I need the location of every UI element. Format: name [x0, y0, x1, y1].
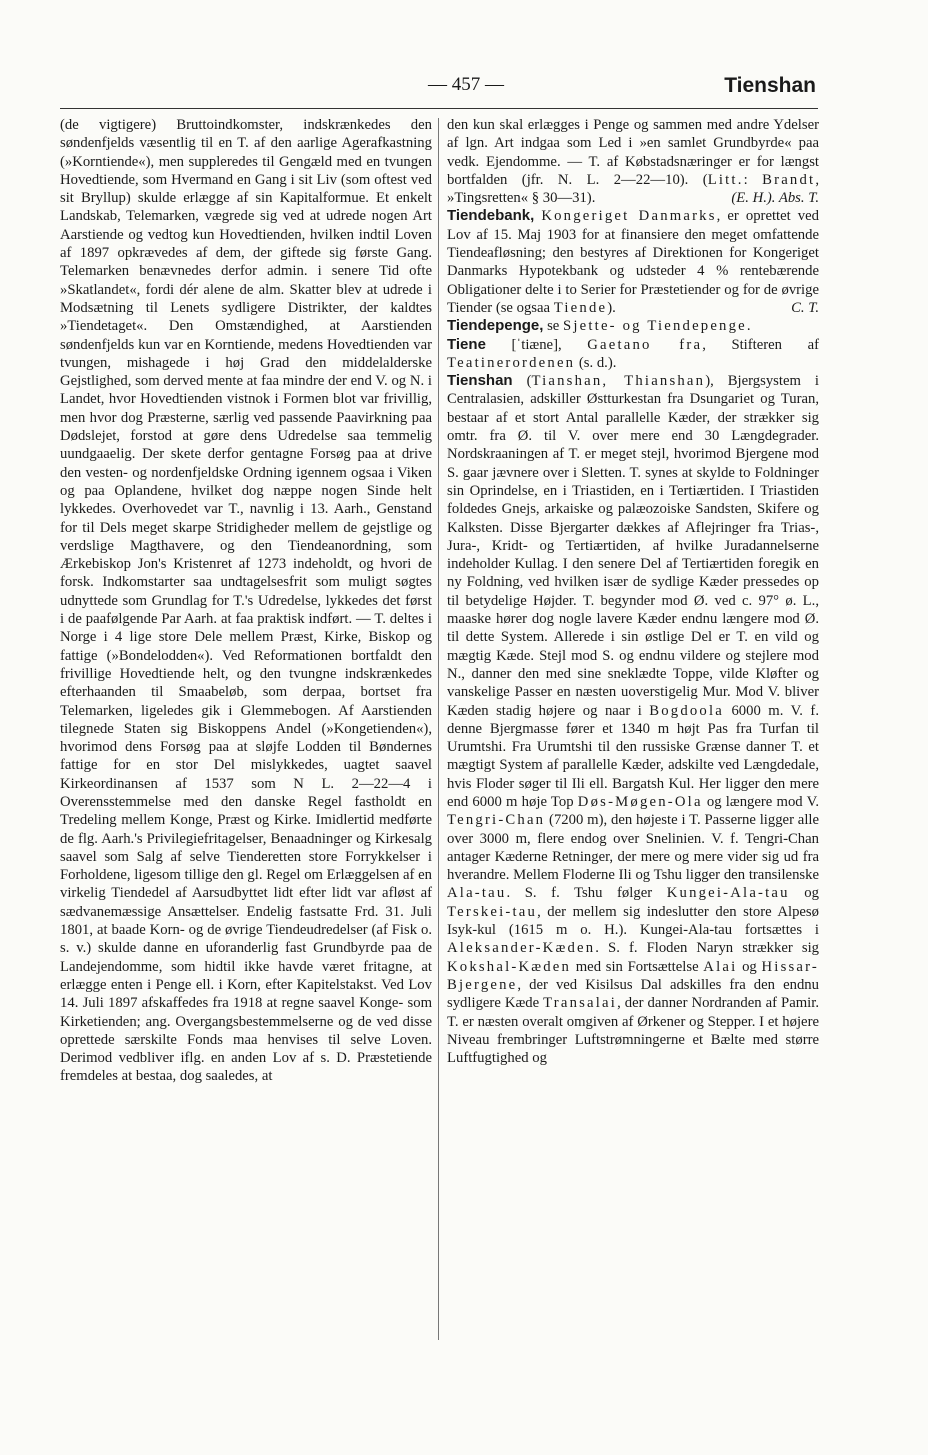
headword-tiendebank: Tiendebank,	[447, 207, 535, 225]
left-column-text: (de vigtigere) Bruttoindkomster, indskrænkedes den søndenfjelds væsentlig til en T. af den aarlige Agerafkastning (»Korntiende«), men suppleredes til Gengæld med en tvungen Hovedtiende, som Hvermand en Gang i sit Liv (som oftest ved sit Bryllup) skulde erlægge af sin Kapitalformue. Et enkelt Landskab, Telemarken, vægrede sig ved at udrede nogen Art Aarstiende og vedtog kun Hovedtienden, hvilken indtil Loven af 1897 opkrævedes af dem, der giftede sig første Gang. Telemarken benævnedes derfor admin. i senere Tid ofte »Skatlandet«, fordi dér alene de alm. Skatter blev at udrede i Modsætning til Lenets sydligere Distrikter, der kaldtes »Tiendetaget«. Den Omstændighed, at Aarstienden søndenfjelds kun var en Korntiende, medens Hovedtienden var tvungen, mishagede i høj Grad den middelalderske Gejstlighed, som derved mente at faa mindre der end V. og N. i Landet, hvor Hovedtienden vistnok i Formen blot var frivillig, men hvor dog Præsterne, særlig ved passende Paavirkning paa Dødslejet, forstod at gøre dens Udredelse saa temmelig uundgaaelig. Der skete derfor gentagne Forsøg paa at drive den vesten- og nordenfjeldske Ordning igennem ogsaa i Viken og paa Oplandene, hvilket dog næppe nogen Sinde helt lykkedes. Overhovedet var T., navnlig i 13. Aarh., Genstand for til Dels meget skarpe Stridigheder mellem de gejstlige og verdslige Magthavere, og den Tiendeanordning, som Ærkebiskop Jon's Kristenret af 1273 indeholdt, og hvori de forsk. Indkomstarter saa undtagelsesfrit som muligt søgtes udnyttede som Grundlag for T.'s Udredelse, lykkedes det først i de paafølgende Par Aarh. at faa praktisk indført. — T. deltes i Norge i 4 lige store Dele mellem Præst, Kirke, Biskop og fattige (»Bondelodden«). Ved Reformationen bortfaldt den frivillige Hovedtiende helt, og den tvungne indskrænkedes efterhaanden til Smaabeløb, som derpaa, bortset fra Telemarken, ligeledes gik i Glemmebogen. Af Aarstienden tilegnede Staten sig Biskoppens Andel (»Kongetienden«), hvorimod dens Forsøg paa at sløjfe Lodden til Bøndernes fattige for en stor Del mislykkedes, uagtet saavel Kirkeordinansen af 1537 som N L. 2—22—4 i Overensstemmelse med den danske Regel fastholdt en Tredeling mellem Konge, Præst og Kirke. Imidlertid medførte de flg. Aarh.'s Privilegiefritagelser, Benaadninger og Kirkesalg saavel som Salg af selve Tienderetten store Forrykkelser i Forholdene, ligesom tillige den gl. Regel om Erlæggelsen af en virkelig Tiendedel af Aarsudbyttet lidt efter lidt var afløst af sædvanemæssige Ansættelser. Endelig fastsatte Frd. 31. Juli 1801, at baade Korn- og de øvrige Tiendeudredelser (af Fisk o. s. v.) skulde danne en uforanderlig fast Grundbyrde paa de Landejendomme, som hidtil ikke havde været fritagne, at erlægge enten i Penge ell. i Korn, efter Kapitelstakst. Ved Lov 14. Juli 1897 afskaffedes fra 1918 at regne saavel Konge- som Kirketienden; ang. Overgangsbestemmelserne og de ved disse oprettede særskilte Fonds maa henvises til selve Loven. Derimod vedbliver iflg. en anden Lov af s. D. Præstetiende fremdeles at bestaa, dog saaledes, at	[60, 117, 432, 1085]
author-ref: Brandt	[762, 171, 816, 188]
header-rule	[60, 108, 818, 109]
running-head: Tienshan	[724, 74, 816, 97]
cross-ref: Tiende	[553, 299, 608, 316]
headword-tiene: Tiene	[447, 335, 486, 353]
entry-tienshan: Tienshan (Tianshan, Thianshan), Bjergsystem i Centralasien, adskiller Østturkestan fra Dsungariet og Turan, bestaar af et stort Antal parallelle Kæder, der strækker sig omtr. fra Ø. til V. over mere end 30 Længdegrader. Nordskraaningen af T. er meget stejl, hvorimod Bjergene mod S. gaar jævnere over i Sletten. T. synes at skylde to Foldninger sin Oprindelse, en i Triastiden, en i Tertiærtiden. I Triastiden foldedes Gnejs, arkaiske og palæozoiske Sandsten, Skifere og Kalksten. Disse Bjergarter dækkes af Aflejringer fra Trias-, Jura-, Kridt- og Tertiærtiden, af hvilke Juradannelserne indeholder Kullag. I den senere Del af Tertiærtiden foregik en ny Foldning, ved hvilken især de sydlige Kæder pressedes op til betydelige Højder. T. begynder mod Ø. ved c. 97° ø. L., maaske hører dog nogle lavere Kæder endnu længere mod Ø. til dette System. Allerede i sin østlige Del er T. en vild og mægtig Kæde. Stejl mod S. og endnu vildere og stejlere mod N., danner den med sine sneklædte Toppe, vilde Kløfter og vanskelige Passer en næsten uoverstigelig Mur. Mod V. bliver Kæden stadig højere og naar i Bogdoola 6000 m. V. f. denne Bjergmasse fører et 1340 m højt Pas fra Turfan til Urumtshi. Fra Urumtshi til den russiske Grænse danner T. et mægtigt System af parallelle Kæder, adskilte ved Længdedale, hvis Floder søger til Ili ell. Bargatsh Kul. Her ligger den mere end 6000 m høje Top Døs-Møgen-Ola og længere mod V. Tengri-Chan (7200 m), den højeste i T. Passerne ligger alle over 3000 m, flere endog over Snelinien. V. f. Tengri-Chan antager Kæderne Retninger, der mere og mere vider sig ud fra hverandre. Mellem Floderne Ili og Tshu ligger den transilenske Ala-tau. S. f. Tshu følger Kungei-Ala-tau og Terskei-tau, der mellem sig indeslutter den store Alpesø Isyk-kul (1615 m o. H.). Kungei-Ala-tau fortsættes i Aleksander-Kæden. S. f. Floden Naryn strækker sig Kokshal-Kæden med sin Fortsættelse Alai og Hissar-Bjergene, der ved Kisilsus Dal adskilles fra den endnu sydligere Kæde Transalai, der danner Nordranden af Pamir. T. er næsten overalt omgiven af Ørkener og Stepper. I et højere Niveau frembringer Luftstrømningerne et Bælte med større Luftfugtighed og	[447, 372, 820, 1067]
headword-tienshan: Tienshan	[447, 372, 513, 390]
entry-tiendebank: Tiendebank, Kongeriget Danmarks, er oprettet ved Lov af 15. Maj 1903 for at finansiere den meget omfattende Tiendeafløsning; den bestyres af Direktionen for Kongeriget Danmarks Hypotekbank og udsteder 4 % rentebærende Obligationer delte i to Serier for Præstetiender og for de øvrige Tiender (se ogsaa Tiende). C. T.	[447, 207, 819, 316]
left-column	[60, 116, 432, 1086]
entry-signature: (E. H.). Abs. T.	[731, 190, 819, 207]
cross-ref: Sjette- og Tiendepenge	[563, 318, 747, 335]
page-header	[60, 74, 816, 104]
entry-signature: C. T.	[791, 299, 819, 316]
litt-label: Litt.	[707, 171, 744, 188]
headword-tiendepenge: Tiendepenge,	[447, 317, 544, 335]
page-number: — 457 —	[428, 74, 504, 95]
continued-entry: den kun skal erlægges i Penge og sammen med andre Ydelser af lgn. Art indgaa som Led i »en samlet Grundbyrde« paa vedk. Ejendomme. — T. af Købstadsnæringer er for længst bortfalden (jfr. N. L. 2—22—10). (Litt.: Brandt, »Tingsretten« § 30—31). (E. H.). Abs. T.	[447, 117, 819, 207]
entry-tiendepenge: Tiendepenge, se Sjette- og Tiendepenge.	[447, 317, 751, 335]
entry-tiene: Tiene [ˈtiæne], Gaetano fra, Stifteren af Teatinerordenen (s. d.).	[447, 335, 819, 371]
cross-ref: Teatinerordenen	[447, 354, 576, 371]
right-column	[447, 116, 819, 1067]
column-divider	[438, 118, 439, 1340]
